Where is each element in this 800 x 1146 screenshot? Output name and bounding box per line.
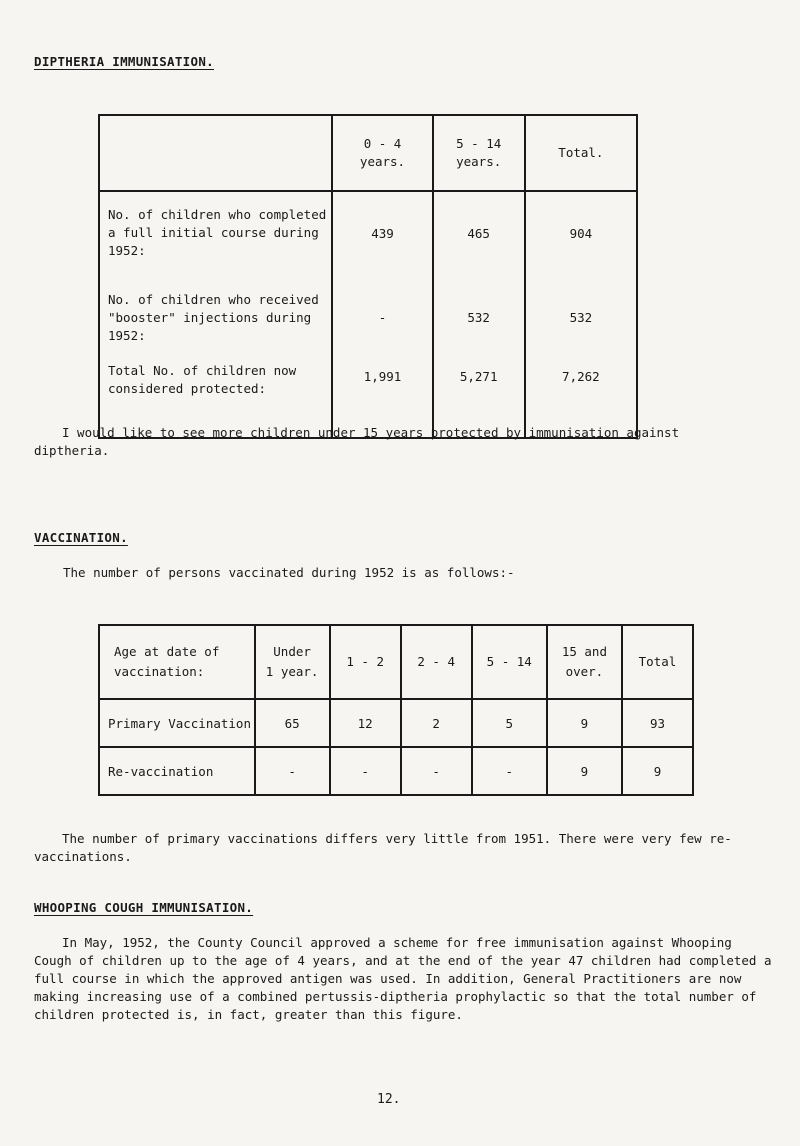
diphtheria-table bbox=[98, 114, 638, 439]
table-header-row bbox=[99, 625, 693, 699]
table-header-row bbox=[99, 115, 637, 191]
vaccination-heading: VACCINATION. bbox=[34, 530, 128, 545]
header-cell: 0 - 4 years. bbox=[332, 115, 432, 191]
header-cell bbox=[99, 115, 332, 191]
diphtheria-heading: DIPTHERIA IMMUNISATION. bbox=[34, 54, 214, 69]
table-cell: 93 bbox=[622, 699, 693, 747]
header-cell: 15 and over. bbox=[547, 625, 622, 699]
table-cell: 1,991 bbox=[332, 361, 432, 438]
table-row bbox=[99, 699, 693, 747]
table-cell: 9 bbox=[547, 699, 622, 747]
table-cell: 2 bbox=[401, 699, 472, 747]
table-row bbox=[99, 274, 637, 361]
page-number: 12. bbox=[377, 1092, 401, 1107]
table-cell: 5 bbox=[472, 699, 547, 747]
table-cell: 532 bbox=[433, 274, 525, 361]
table-cell: - bbox=[330, 747, 401, 795]
header-cell: Total bbox=[622, 625, 693, 699]
row-label: Re-vaccination bbox=[99, 747, 255, 795]
table-cell: 9 bbox=[547, 747, 622, 795]
table-cell: - bbox=[401, 747, 472, 795]
table-cell: 7,262 bbox=[525, 361, 637, 438]
table-cell: 904 bbox=[525, 191, 637, 274]
row-label: No. of children who completed a full initial course during 1952: bbox=[99, 191, 332, 274]
table-cell: 9 bbox=[622, 747, 693, 795]
table-row bbox=[99, 191, 637, 274]
table-cell: 65 bbox=[255, 699, 330, 747]
header-cell: 5 - 14 years. bbox=[433, 115, 525, 191]
whooping-cough-heading: WHOOPING COUGH IMMUNISATION. bbox=[34, 900, 254, 915]
vaccination-intro: The number of persons vaccinated during 1952 is as follows:- bbox=[63, 565, 515, 580]
table-cell: - bbox=[255, 747, 330, 795]
vaccination-table bbox=[98, 624, 694, 796]
row-label: Primary Vaccination bbox=[99, 699, 255, 747]
row-label: Total No. of children now considered protected: bbox=[99, 361, 332, 438]
header-cell: Age at date of vaccination: bbox=[99, 625, 255, 699]
row-label: No. of children who received "booster" injections during 1952: bbox=[99, 274, 332, 361]
header-cell: Total. bbox=[525, 115, 637, 191]
table-cell: 465 bbox=[433, 191, 525, 274]
diphtheria-paragraph: I would like to see more children under 15 years protected by immunisation against diptheria. bbox=[34, 425, 680, 458]
table-cell: 439 bbox=[332, 191, 432, 274]
table-cell: 532 bbox=[525, 274, 637, 361]
table-cell: - bbox=[472, 747, 547, 795]
header-cell: 1 - 2 bbox=[330, 625, 401, 699]
table-cell: - bbox=[332, 274, 432, 361]
whooping-cough-paragraph: In May, 1952, the County Council approved a scheme for free immunisation against Whooping Cough of children up to the age of 4 years, and at the end of the year 47 children had completed a full course in which the approved antigen was used. In addition, General Practitioners are now making increasing use of a combined pertussis-diptheria prophylactic so that the total number of children protected is, in fact, greater than this figure. bbox=[34, 935, 772, 1022]
table-row bbox=[99, 747, 693, 795]
header-cell: Under 1 year. bbox=[255, 625, 330, 699]
header-cell: 5 - 14 bbox=[472, 625, 547, 699]
vaccination-paragraph: The number of primary vaccinations differs very little from 1951. There were very few re-vaccinations. bbox=[34, 831, 732, 864]
table-cell: 5,271 bbox=[433, 361, 525, 438]
table-cell: 12 bbox=[330, 699, 401, 747]
header-cell: 2 - 4 bbox=[401, 625, 472, 699]
